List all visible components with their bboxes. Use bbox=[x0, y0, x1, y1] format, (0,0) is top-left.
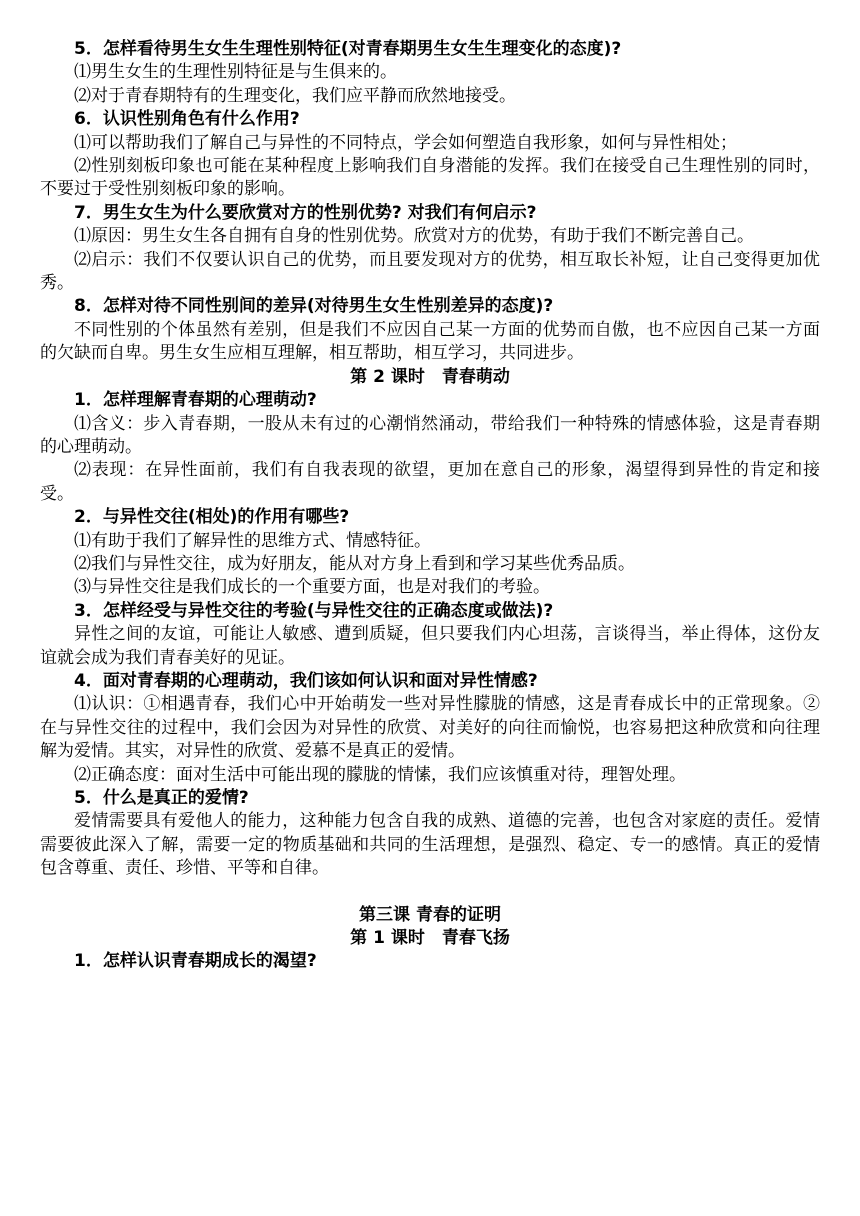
chapter-heading: 第三课 青春的证明 bbox=[359, 904, 501, 925]
lesson-heading: 第 1 课时 青春飞扬 bbox=[350, 928, 510, 949]
question-heading: 6．认识性别角色有什么作用? bbox=[74, 109, 300, 130]
question-heading: 8．怎样对待不同性别间的差异(对待男生女生性别差异的态度)? bbox=[74, 296, 554, 317]
question-heading: 5．什么是真正的爱情? bbox=[74, 788, 249, 808]
answer-paragraph: ⑴原因：男生女生各自拥有自身的性别优势。欣赏对方的优势，有助于我们不断完善自己。 bbox=[74, 226, 754, 247]
question-heading: 1．怎样认识青春期成长的渴望? bbox=[74, 951, 317, 972]
question-heading: 1．怎样理解青春期的心理萌动? bbox=[74, 390, 317, 411]
lesson-heading: 第 2 课时 青春萌动 bbox=[350, 366, 510, 387]
answer-paragraph: ⑴含义：步入青春期，一股从未有过的心潮悄然涌动，带给我们一种特殊的情感体验，这是青春期的心理萌动。 bbox=[40, 413, 820, 457]
answer-paragraph: ⑵对于青春期特有的生理变化，我们应平静而欣然地接受。 bbox=[74, 85, 516, 106]
answer-paragraph: 爱情需要具有爱他人的能力，这种能力包含自我的成熟、道德的完善，也包含对家庭的责任。爱情需要彼此深入了解，需要一定的物质基础和共同的生活理想，是强烈、稳定、专一的感情。真正的爱情包含尊重、责任、珍惜、平等和自律。 bbox=[40, 811, 820, 879]
question-heading: 7．男生女生为什么要欣赏对方的性别优势? 对我们有何启示? bbox=[74, 202, 537, 223]
answer-paragraph: ⑴有助于我们了解异性的思维方式、情感特征。 bbox=[74, 530, 431, 551]
answer-paragraph: ⑶与异性交往是我们成长的一个重要方面，也是对我们的考验。 bbox=[74, 577, 550, 598]
answer-paragraph: ⑵启示：我们不仅要认识自己的优势，而且要发现对方的优势，相互取长补短，让自己变得更加优秀。 bbox=[40, 249, 820, 294]
answer-paragraph: ⑴认识：①相遇青春，我们心中开始萌发一些对异性朦胧的情感，这是青春成长中的正常现象。②在与异性交往的过程中，我们会因为对异性的欣赏、对美好的向往而愉悦，也容易把这种欣赏和向往理解为爱情。其实，对异性的欣赏、爱慕不是真正的爱情。 bbox=[40, 694, 820, 762]
answer-paragraph: ⑴可以帮助我们了解自己与异性的不同特点，学会如何塑造自我形象，如何与异性相处； bbox=[74, 132, 737, 153]
answer-paragraph: 异性之间的友谊，可能让人敏感、遭到质疑，但只要我们内心坦荡，言谈得当，举止得体，这份友谊就会成为我们青春美好的见证。 bbox=[40, 624, 820, 668]
question-heading: 2．与异性交往(相处)的作用有哪些? bbox=[74, 507, 350, 528]
answer-paragraph: 不同性别的个体虽然有差别，但是我们不应因自己某一方面的优势而自傲，也不应因自己某一方面的欠缺而自卑。男生女生应相互理解，相互帮助，相互学习，共同进步。 bbox=[40, 319, 820, 364]
answer-paragraph: ⑵性别刻板印象也可能在某种程度上影响我们自身潜能的发挥。我们在接受自己生理性别的同时，不要过于受性别刻板印象的影响。 bbox=[40, 156, 820, 200]
answer-paragraph: ⑴男生女生的生理性别特征是与生俱来的。 bbox=[74, 62, 397, 83]
question-heading: 4．面对青春期的心理萌动，我们该如何认识和面对异性情感? bbox=[74, 670, 538, 691]
answer-paragraph: ⑵我们与异性交往，成为好朋友，能从对方身上看到和学习某些优秀品质。 bbox=[74, 553, 635, 574]
answer-paragraph: ⑵正确态度：面对生活中可能出现的朦胧的情愫，我们应该慎重对待，理智处理。 bbox=[74, 764, 686, 785]
question-heading: 3．怎样经受与异性交往的考验(与异性交往的正确态度或做法)? bbox=[74, 600, 554, 621]
blank-line bbox=[40, 881, 820, 904]
answer-paragraph: ⑵表现：在异性面前，我们有自我表现的欲望，更加在意自己的形象，渴望得到异性的肯定和接受。 bbox=[40, 460, 820, 504]
question-heading: 5．怎样看待男生女生生理性别特征(对青春期男生女生生理变化的态度)? bbox=[74, 39, 622, 59]
